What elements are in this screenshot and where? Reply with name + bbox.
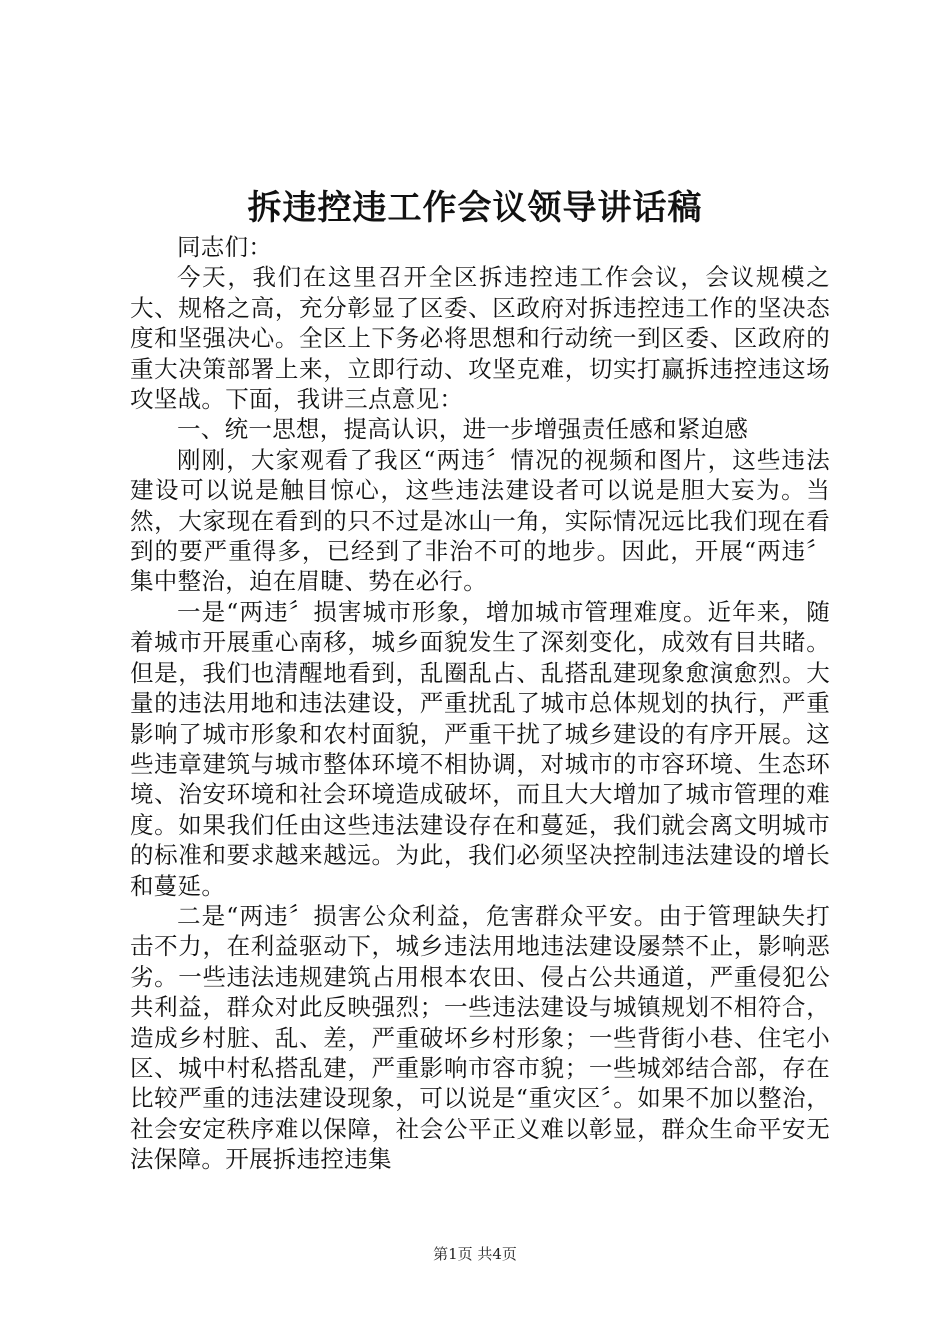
body-paragraph: 一是“两违〞损害城市形象，增加城市管理难度。近年来，随着城市开展重心南移，城乡面貌发生了深刻变化，成效有目共睹。但是，我们也清醒地看到，乱圈乱占、乱搭乱建现象愈演愈烈。大量的违法用地和违法建设，严重扰乱了城市总体规划的执行，严重影响了城市形象和农村面貌，严重干扰了城乡建设的有序开展。这些违章建筑与城市整体环境不相协调，对城市的市容环境、生态环境、治安环境和社会环境造成破坏，而且大大增加了城市管理的难度。如果我们任由这些违法建设存在和蔓延，我们就会离文明城市的标准和要求越来越远。为此，我们必须坚决控制违法建设的增长和蔓延。 xyxy=(130,597,830,900)
page-number-footer: 第1页 共4页 xyxy=(433,1245,517,1263)
section-heading: 一、统一思想，提高认识，进一步增强责任感和紧迫感 xyxy=(177,415,749,444)
document-body xyxy=(130,232,830,1175)
body-paragraph: 刚刚，大家观看了我区“两违〞情况的视频和图片，这些违法建设可以说是触目惊心，这些违法建设者可以说是胆大妄为。当然，大家现在看到的只不过是冰山一角，实际情况远比我们现在看到的要严重得多，已经到了非治不可的地步。因此，开展“两违〞集中整治，迫在眉睫、势在必行。 xyxy=(130,445,830,596)
salutation-paragraph: 同志们： xyxy=(177,233,273,261)
document-title: 拆违控违工作会议领导讲话稿 xyxy=(247,188,703,228)
intro-paragraph: 今天，我们在这里召开全区拆违控违工作会议，会议规模之大、规格之高，充分彰显了区委、区政府对拆违控违工作的坚决态度和坚强决心。全区上下务必将思想和行动统一到区委、区政府的重大决策部署上来，立即行动、攻坚克难，切实打赢拆违控违这场攻坚战。下面，我讲三点意见： xyxy=(130,263,830,414)
body-paragraph: 二是“两违〞损害公众利益，危害群众平安。由于管理缺失打击不力，在利益驱动下，城乡违法用地违法建设屡禁不止，影响恶劣。一些违法违规建筑占用根本农田、侵占公共通道，严重侵犯公共利益，群众对此反映强烈；一些违法建设与城镇规划不相符合，造成乡村脏、乱、差，严重破坏乡村形象；一些背街小巷、住宅小区、城中村私搭乱建，严重影响市容市貌；一些城郊结合部，存在比较严重的违法建设现象，可以说是“重灾区〞。如果不加以整治，社会安定秩序难以保障，社会公平正义难以彰显，群众生命平安无法保障。开展拆违控违集 xyxy=(130,901,830,1174)
